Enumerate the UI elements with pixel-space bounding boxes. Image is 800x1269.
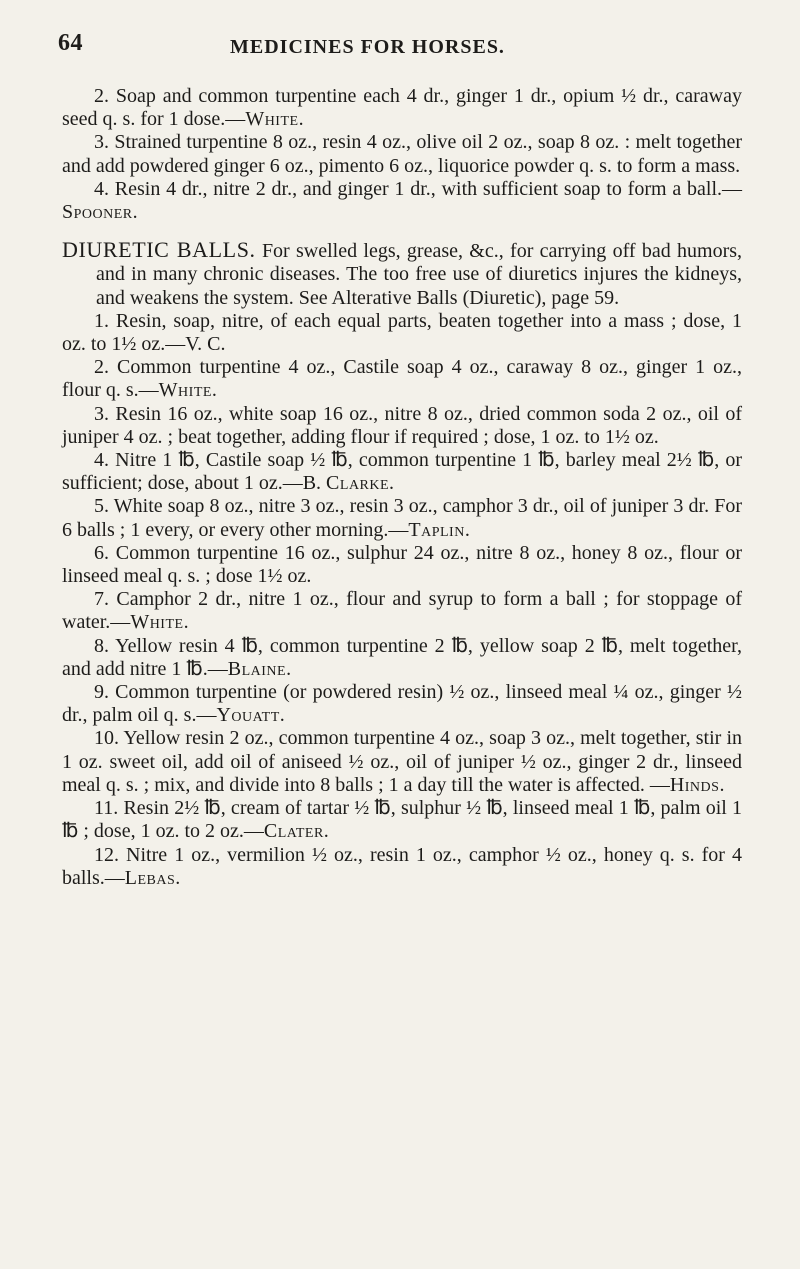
- recipe-paragraph: [62, 178, 742, 224]
- recipe-text: 3. Strained turpentine 8 oz., resin 4 oz., olive oil 2 oz., soap 8 oz. : melt together and add powdered ginger 6 oz., pimento 6 oz., liquorice powder q. s. to form a mass.: [62, 131, 742, 177]
- recipe-paragraph: [62, 797, 742, 843]
- recipe-text: 5. White soap 8 oz., nitre 3 oz., resin 3 oz., camphor 3 dr., oil of juniper 3 dr. For 6 balls ; 1 every, or every other morning.—: [62, 495, 742, 541]
- recipe-text: 4. Resin 4 dr., nitre 2 dr., and ginger 1 dr., with sufficient soap to form a ball.—: [94, 177, 742, 200]
- section-heading: [62, 238, 742, 310]
- section-title: DIURETIC BALLS.: [62, 237, 256, 263]
- recipe-paragraph: [62, 681, 742, 727]
- recipe-text: 3. Resin 16 oz., white soap 16 oz., nitre 8 oz., dried common soda 2 oz., oil of juniper 4 oz. ; beat together, adding flour if required ; dose, 1 oz. to 1½ oz.: [62, 402, 742, 448]
- recipe-author: Taplin.: [408, 518, 471, 541]
- running-head: MEDICINES FOR HORSES.: [230, 36, 505, 58]
- recipe-author: Blaine.: [227, 657, 292, 680]
- recipe-paragraph: [62, 844, 742, 890]
- recipe-text: 11. Resin 2½ ℔, cream of tartar ½ ℔, sulphur ½ ℔, linseed meal 1 ℔, palm oil 1 ℔ ; dose, 1 oz. to 2 oz.—: [62, 797, 742, 843]
- recipe-paragraph: [62, 403, 742, 449]
- recipe-paragraph: [62, 495, 742, 541]
- page-body: [62, 85, 742, 890]
- recipe-author: Hinds.: [669, 773, 725, 796]
- recipe-author: Clarke.: [326, 472, 395, 495]
- recipe-paragraph: [62, 727, 742, 797]
- recipe-text: 9. Common turpentine (or powdered resin) ½ oz., linseed meal ¼ oz., ginger ½ dr., palm oil q. s.—: [62, 681, 742, 727]
- recipe-paragraph: [62, 310, 742, 356]
- recipe-text: 2. Common turpentine 4 oz., Castile soap 4 oz., caraway 8 oz., ginger 1 oz., flour q. s.—: [62, 356, 742, 402]
- recipe-paragraph: [62, 356, 742, 402]
- recipe-text: 6. Common turpentine 16 oz., sulphur 24 oz., nitre 8 oz., honey 8 oz., flour or linseed meal q. s. ; dose 1½ oz.: [62, 541, 742, 588]
- recipe-author: Youatt.: [216, 704, 286, 727]
- recipe-author: White.: [245, 108, 305, 131]
- recipe-paragraph: [62, 449, 742, 495]
- recipe-paragraph: [62, 635, 742, 681]
- recipe-paragraph: [62, 542, 742, 588]
- recipe-author: Lebas.: [124, 866, 181, 889]
- recipe-author: Clater.: [263, 820, 330, 843]
- recipe-text: 1. Resin, soap, nitre, of each equal parts, beaten together into a mass ; dose, 1 oz. to 1½ oz.—V. C.: [62, 309, 742, 356]
- recipe-paragraph: [62, 588, 742, 634]
- recipe-paragraph: [62, 131, 742, 177]
- recipe-text: 7. Camphor 2 dr., nitre 1 oz., flour and syrup to form a ball ; for stoppage of water.—: [62, 588, 742, 634]
- page-header: [50, 30, 750, 70]
- recipe-author: White.: [130, 611, 190, 634]
- recipe-text: 12. Nitre 1 oz., vermilion ½ oz., resin 1 oz., camphor ½ oz., honey q. s. for 4 balls.—: [62, 843, 742, 889]
- recipe-text: 2. Soap and common turpentine each 4 dr., ginger 1 dr., opium ½ dr., caraway seed q. s. for 1 dose.—: [62, 85, 742, 131]
- section-intro: For swelled legs, grease, &c., for carrying off bad humors, and in many chronic diseases. The too free use of diuretics injures the kidneys, and weakens the system. See Alterative Balls (Diuretic), page 59.: [96, 240, 743, 309]
- recipe-text: 4. Nitre 1 ℔, Castile soap ½ ℔, common turpentine 1 ℔, barley meal 2½ ℔, or sufficient; dose, about 1 oz.—B.: [62, 449, 742, 495]
- recipe-paragraph: [62, 85, 742, 131]
- recipe-author: White.: [158, 379, 218, 402]
- recipe-text: 8. Yellow resin 4 ℔, common turpentine 2 ℔, yellow soap 2 ℔, melt together, and add nitre 1 ℔.—: [62, 634, 742, 680]
- page-number: 64: [58, 30, 83, 56]
- recipe-author: Spooner.: [62, 201, 139, 224]
- recipe-text: 10. Yellow resin 2 oz., common turpentine 4 oz., soap 3 oz., melt together, stir in 1 oz. sweet oil, add oil of aniseed ½ oz., oil of juniper ½ oz., ginger 2 dr., linseed meal q. s. ; mix, and divide into 8 balls ; 1 a day till the water is affected. —: [62, 727, 742, 796]
